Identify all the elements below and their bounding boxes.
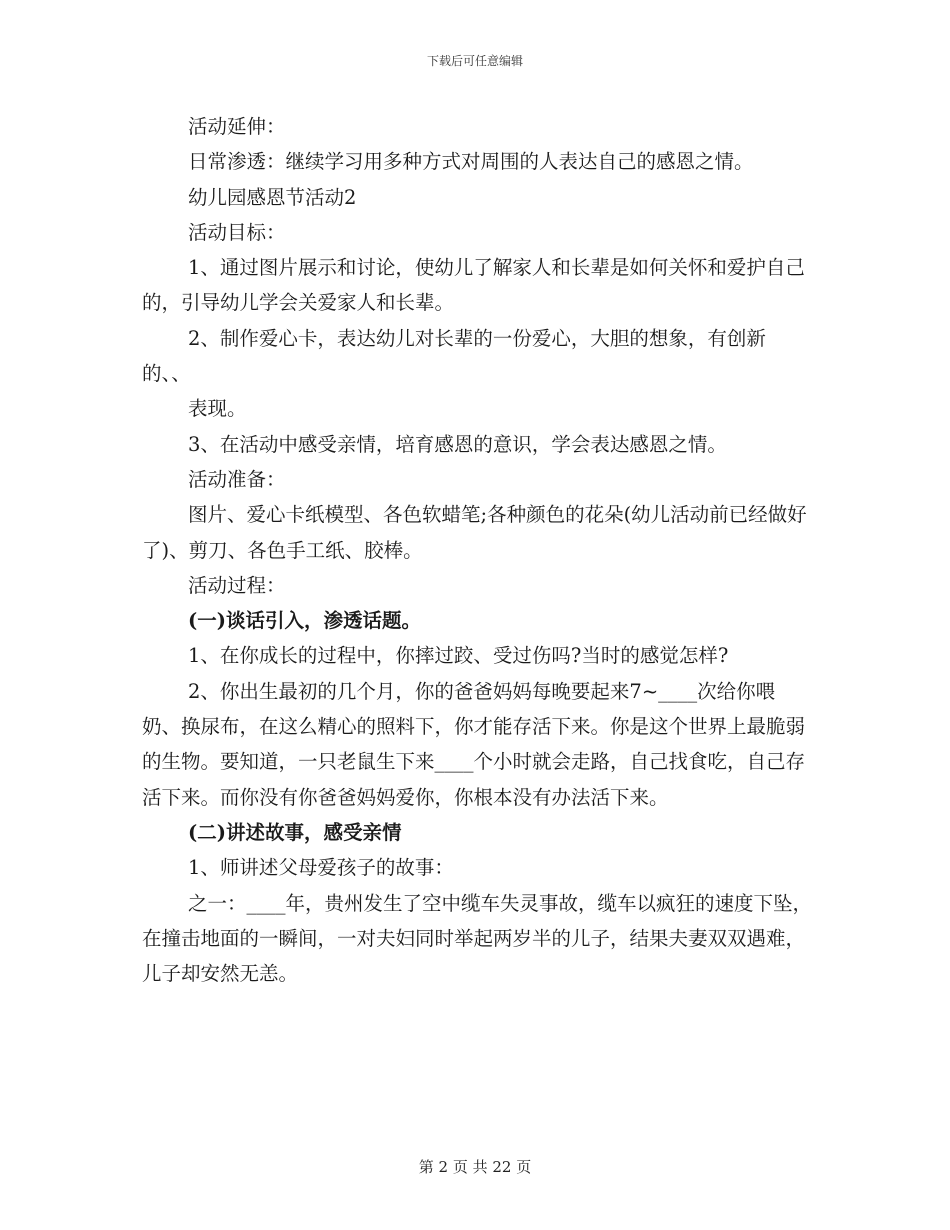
paragraph: 日常渗透：继续学习用多种方式对周围的人表达自己的感恩之情。 <box>188 150 754 174</box>
paragraph: 2、制作爱心卡，表达幼儿对长辈的一份爱心，大胆的想象，有创新的、、 <box>142 326 766 386</box>
page-header: 下载后可任意编辑 <box>426 54 523 68</box>
paragraph: 活动准备： <box>188 467 286 491</box>
paragraph: 活动过程： <box>188 573 286 597</box>
paragraph: 表现。 <box>188 397 247 421</box>
paragraph: 图片、爱心卡纸模型、各色软蜡笔;各种颜色的花朵(幼儿活动前已经做好了)、剪刀、各色手工纸、胶棒。 <box>142 503 807 562</box>
page-footer: 第 2 页 共 22 页 <box>418 1158 532 1176</box>
paragraph: 之一：____年，贵州发生了空中缆车失灵事故，缆车以疯狂的速度下坠，在撞击地面的一瞬间，一对夫妇同时举起两岁半的儿子，结果夫妻双双遇难，儿子却安然无恙。 <box>142 891 813 986</box>
paragraph: 2、你出生最初的几个月，你的爸爸妈妈每晚要起来7~____次给你喂奶、换尿布，在这么精心的照料下，你才能存活下来。你是这个世界上最脆弱的生物。要知道，一只老鼠生下来____个小时就会走路，自己找食吃，自己存活下来。而你没有你爸爸妈妈爱你，你根本没有办法活下来。 <box>142 679 806 809</box>
paragraph: 1、在你成长的过程中，你摔过跤、受过伤吗?当时的感觉怎样? <box>188 644 729 668</box>
document-body <box>142 109 812 991</box>
subsection-heading: (一)谈话引入，渗透话题。 <box>188 609 421 633</box>
paragraph: 1、通过图片展示和讨论，使幼儿了解家人和长辈是如何关怀和爱护自己的，引导幼儿学会关爱家人和长辈。 <box>142 256 805 315</box>
section-heading: 幼儿园感恩节活动2 <box>188 185 357 209</box>
paragraph: 活动目标： <box>188 220 286 244</box>
paragraph: 活动延伸： <box>188 115 286 138</box>
paragraph: 1、师讲述父母爱孩子的故事： <box>188 856 454 880</box>
subsection-heading: (二)讲述故事，感受亲情 <box>188 820 402 844</box>
paragraph: 3、在活动中感受亲情，培育感恩的意识，学会表达感恩之情。 <box>188 432 727 456</box>
